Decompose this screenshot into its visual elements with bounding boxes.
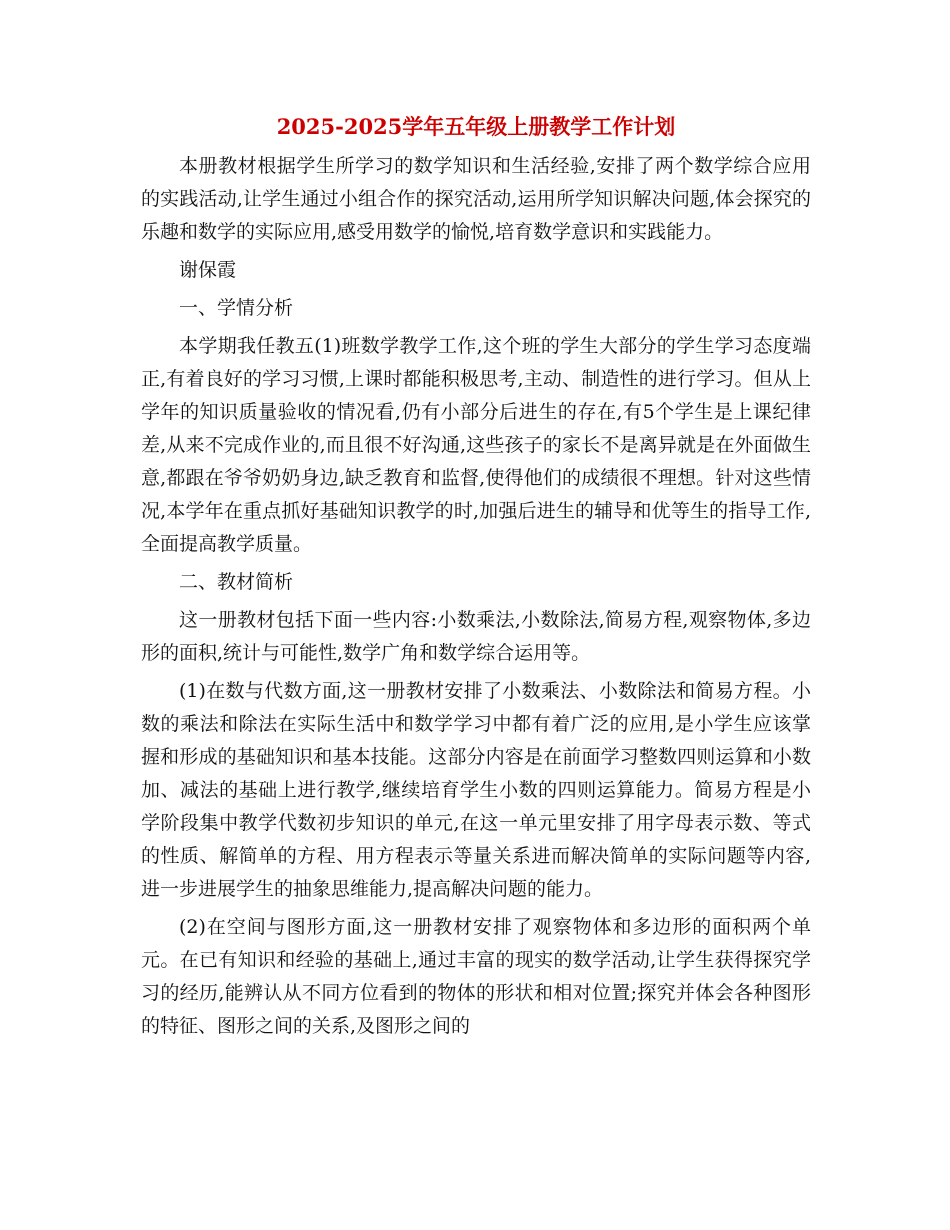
intro-paragraph: 本册教材根据学生所学习的数学知识和生活经验,安排了两个数学综合应用的实践活动,让学生通过小组合作的探究活动,运用所学知识解决问题,体会探究的乐趣和数学的实际应用,感受用数学的愉悦,培育数学意识和实践能力。: [141, 155, 811, 243]
section-2-heading: 二、教材简析: [179, 571, 294, 593]
item-1-paragraph: (1)在数与代数方面,这一册教材安排了小数乘法、小数除法和简易方程。小数的乘法和除法在实际生活中和数学学习中都有着广泛的应用,是小学生应该掌握和形成的基础知识和基本技能。这部分内容是在前面学习整数四则运算和小数加、减法的基础上进行教学,继续培育学生小数的四则运算能力。简易方程是小学阶段集中教学代数初步知识的单元,在这一单元里安排了用字母表示数、等式的性质、解简单的方程、用方程表示等量关系进而解决简单的实际问题等内容,进一步进展学生的抽象思维能力,提高解决问题的能力。: [141, 680, 811, 900]
item-2-paragraph: (2)在空间与图形方面,这一册教材安排了观察物体和多边形的面积两个单元。在已有知识和经验的基础上,通过丰富的现实的数学活动,让学生获得探究学习的经历,能辨认从不同方位看到的物体的形状和相对位置;探究并体会各种图形的特征、图形之间的关系,及图形之间的: [141, 916, 811, 1037]
section-1-paragraph: 本学期我任教五(1)班数学教学工作,这个班的学生大部分的学生学习态度端正,有着良好的学习习惯,上课时都能积极思考,主动、制造性的进行学习。但从上学年的知识质量验收的情况看,仍有小部分后进生的存在,有5个学生是上课纪律差,从来不完成作业的,而且很不好沟通,这些孩子的家长不是离异就是在外面做生意,都跟在爷爷奶奶身边,缺乏教育和监督,使得他们的成绩很不理想。针对这些情况,本学年在重点抓好基础知识教学的时,加强后进生的辅导和优等生的指导工作,全面提高教学质量。: [141, 335, 811, 555]
document-title: 2025-2025学年五年级上册教学工作计划: [276, 114, 676, 139]
author-name: 谢保霞: [179, 259, 237, 281]
section-2-paragraph: 这一册教材包括下面一些内容:小数乘法,小数除法,简易方程,观察物体,多边形的面积,统计与可能性,数学广角和数学综合运用等。: [141, 609, 811, 664]
document-page: [141, 108, 811, 1048]
section-1-heading: 一、学情分析: [179, 297, 294, 319]
